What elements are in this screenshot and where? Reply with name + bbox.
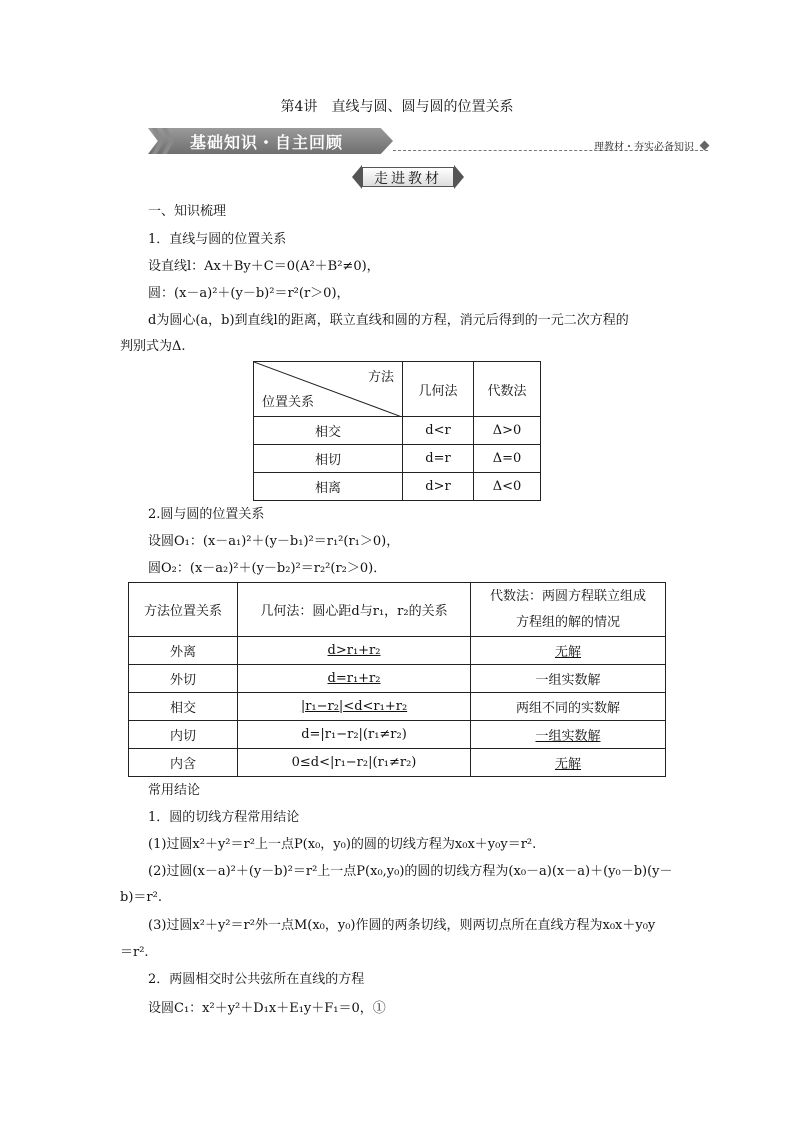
subheading-common-chord: 2．两圆相交时公共弦所在直线的方程	[148, 972, 365, 987]
cell-geo: d<r	[403, 417, 474, 445]
header-geo: 几何法	[403, 362, 474, 417]
cell-alg: Δ>0	[474, 417, 541, 445]
header-alg	[471, 583, 666, 637]
common-conclusions-heading: 常用结论	[148, 783, 201, 798]
cell-relation: 外切	[129, 665, 238, 693]
line-circle-table	[253, 361, 541, 501]
circle-o2-equation: 圆O₂：(x－a₂)²＋(y－b₂)²＝r₂²(r₂＞0)．	[148, 561, 387, 576]
table-header-diagonal	[254, 362, 403, 417]
table-row	[129, 721, 666, 749]
distance-description: d为圆心(a，b)到直线l的距离，联立直线和圆的方程，消元后得到的一元二次方程的	[148, 313, 629, 328]
conclusion-2-cont: b)＝r².	[120, 890, 162, 905]
conclusion-3-cont: ＝r².	[120, 945, 149, 960]
table-row	[129, 637, 666, 665]
header-alg-line1: 代数法：两圆方程联立组成	[489, 588, 646, 604]
circle-circle-table	[128, 582, 666, 777]
table-row	[254, 417, 541, 445]
header-alg: 代数法	[474, 362, 541, 417]
cell-geo: d=r₁+r₂	[238, 665, 471, 693]
circle-c1-equation: 设圆C₁：x²＋y²＋D₁x＋E₁y＋F₁＝0，①	[148, 1001, 386, 1016]
cell-relation: 相交	[129, 693, 238, 721]
cell-alg: 一组实数解	[471, 665, 666, 693]
cell-geo: d=|r₁−r₂|(r₁≠r₂)	[238, 721, 471, 749]
header-method-relation: 方法位置关系	[129, 583, 238, 637]
table-row	[254, 445, 541, 473]
cell-relation: 相离	[254, 473, 403, 501]
cell-geo: d=r	[403, 445, 474, 473]
banner-right-label: 理教材・夯实必备知识	[594, 142, 694, 153]
cell-alg: Δ=0	[474, 445, 541, 473]
table-row	[254, 473, 541, 501]
subheading-tangent: 1．圆的切线方程常用结论	[148, 810, 300, 825]
cell-relation: 相交	[254, 417, 403, 445]
table-row	[129, 693, 666, 721]
header-alg-line2: 方程组的解的情况	[515, 614, 620, 630]
table-row	[129, 749, 666, 777]
conclusion-2: (2)过圆(x－a)²＋(y－b)²＝r²上一点P(x₀,y₀)的圆的切线方程为(x₀－a)(x－a)＋(y₀－b)(y－	[148, 864, 673, 879]
cell-relation: 内含	[129, 749, 238, 777]
subheading-line-circle: 1．直线与圆的位置关系	[148, 232, 287, 247]
section-banner	[148, 128, 708, 154]
circle-equation: 圆：(x－a)²＋(y－b)²＝r²(r＞0)，	[148, 286, 350, 301]
heading-knowledge: 一、知识梳理	[148, 204, 227, 219]
cell-geo: |r₁−r₂|<d<r₁+r₂	[238, 693, 471, 721]
table-row	[129, 665, 666, 693]
header-relation: 位置关系	[262, 395, 315, 410]
cell-relation: 相切	[254, 445, 403, 473]
circle-o1-equation: 设圆O₁：(x－a₁)²＋(y－b₁)²＝r₁²(r₁＞0)，	[148, 534, 400, 549]
page-title: 第4讲 直线与圆、圆与圆的位置关系	[280, 99, 514, 115]
banner-main-label: 基础知识・自主回顾	[190, 133, 344, 152]
header-method: 方法	[367, 370, 394, 385]
subheading-circle-circle: 2.圆与圆的位置关系	[148, 507, 265, 522]
header-geo: 几何法：圆心距d与r₁，r₂的关系	[238, 583, 471, 637]
diamond-icon	[700, 141, 710, 151]
conclusion-1: (1)过圆x²＋y²＝r²上一点P(x₀，y₀)的圆的切线方程为x₀x＋y₀y＝r².	[148, 837, 537, 852]
cell-alg: 一组实数解	[471, 721, 666, 749]
line-equation: 设直线l：Ax＋By＋C＝0(A²＋B²≠0)，	[148, 259, 380, 274]
cell-alg: Δ<0	[474, 473, 541, 501]
section-badge-label: 走进教材	[374, 171, 442, 187]
distance-description-cont: 判别式为Δ.	[120, 339, 186, 354]
cell-relation: 内切	[129, 721, 238, 749]
cell-relation: 外离	[129, 637, 238, 665]
cell-geo: 0≤d<|r₁−r₂|(r₁≠r₂)	[238, 749, 471, 777]
cell-geo: d>r₁+r₂	[238, 637, 471, 665]
cell-alg: 无解	[471, 637, 666, 665]
cell-geo: d>r	[403, 473, 474, 501]
section-badge	[352, 165, 464, 189]
cell-alg: 两组不同的实数解	[471, 693, 666, 721]
conclusion-3: (3)过圆x²＋y²＝r²外一点M(x₀，y₀)作圆的两条切线，则两切点所在直线方程为x₀x＋y₀y	[148, 918, 656, 933]
cell-alg: 无解	[471, 749, 666, 777]
